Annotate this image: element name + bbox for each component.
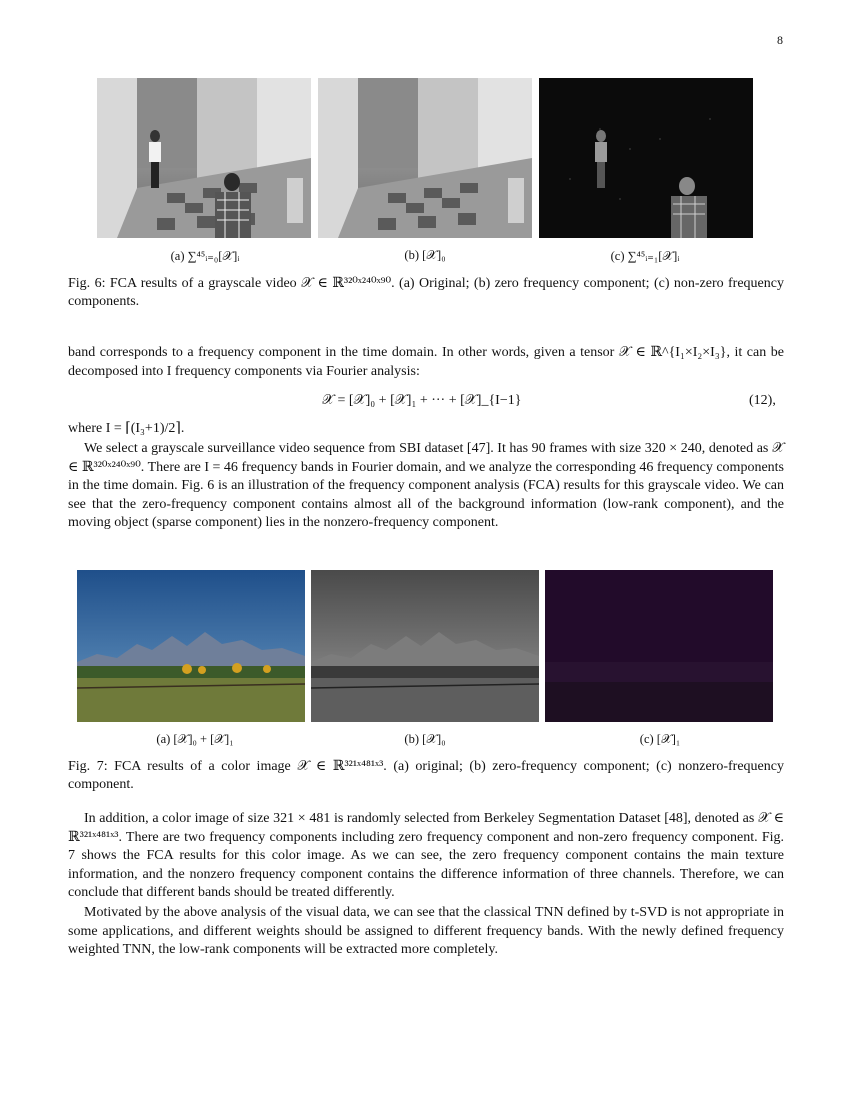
paragraph-4: Motivated by the above analysis of the visual data, we can see that the classical TNN defined by t-SVD is not appropriate in some applications, and different weights should be assigned to different frequency bands. With the newly defined frequency weighted TNN, the low-rank components will be extracted more completely.: [68, 905, 784, 957]
fig6a-original-video-frame: [97, 78, 311, 238]
fig6a-subcaption: (a) ∑⁴⁵ᵢ₌₀[𝒳]ᵢ: [170, 249, 240, 263]
fig7a-subcaption: (a) [𝒳]₀ + [𝒳]₁: [156, 732, 234, 746]
fig6b-zero-frequency-frame: [318, 78, 532, 238]
paragraph-3: In addition, a color image of size 321 × 481 is randomly selected from Berkeley Segmentation Dataset [48], denoted as 𝒳 ∈ ℝ³²¹ˣ⁴⁸¹ˣ³. There are two frequency components including zero frequency component and non-zero frequency component. Fig. 7 shows the FCA results for this color image. As we can see, the zero frequency component contains the main texture information, and the nonzero frequency component contains the difference information of three channels. Therefore, we can conclude that different bands should be treated differently.: [68, 811, 784, 900]
fig7b-subcaption: (b) [𝒳]₀: [404, 732, 446, 746]
page-number: 8: [777, 33, 783, 47]
fig7c-nonzero-frequency-image: [545, 570, 773, 722]
fig6-caption: Fig. 6: FCA results of a grayscale video 𝒳 ∈ ℝ³²⁰ˣ²⁴⁰ˣ⁹⁰. (a) Original; (b) zero frequency component; (c) non-zero frequency components.: [68, 276, 784, 309]
fig7-caption: Fig. 7: FCA results of a color image 𝒳 ∈ ℝ³²¹ˣ⁴⁸¹ˣ³. (a) original; (b) zero-frequency component; (c) nonzero-frequency component.: [68, 759, 784, 792]
fig7b-zero-frequency-image: [311, 570, 539, 722]
equation-12: 𝒳 = [𝒳]₀ + [𝒳]₁ + ··· + [𝒳]_{I−1}: [322, 393, 522, 408]
fig6c-subcaption: (c) ∑⁴⁵ᵢ₌₁[𝒳]ᵢ: [610, 249, 680, 263]
paragraph-2: We select a grayscale surveillance video sequence from SBI dataset [47]. It has 90 frames with size 320 × 240, denoted as 𝒳 ∈ ℝ³²⁰ˣ²⁴⁰ˣ⁹⁰. There are I = 46 frequency bands in Fourier domain, and we analyze the corresponding 46 frequency components in the time domain. Fig. 6 is an illustration of the frequency component analysis (FCA) results for this grayscale video. We can see that the zero-frequency component contains almost all of the background information (low-rank component), and the moving object (sparse component) lies in the nonzero-frequency component.: [68, 441, 784, 530]
fig7a-color-image: [77, 570, 305, 722]
equation-number: (12),: [749, 393, 776, 408]
fig7c-subcaption: (c) [𝒳]₁: [639, 732, 681, 746]
fig6b-subcaption: (b) [𝒳]₀: [404, 248, 446, 262]
fig6c-nonzero-frequency-frame: [539, 78, 753, 238]
paragraph-1: band corresponds to a frequency component in the time domain. In other words, given a tensor 𝒳 ∈ ℝ^{I₁×I₂×I₃}, it can be decomposed into I frequency components via Fourier analysis:: [68, 345, 784, 379]
where-line: where I = ⌈(I₃+1)/2⌉.: [68, 421, 185, 436]
